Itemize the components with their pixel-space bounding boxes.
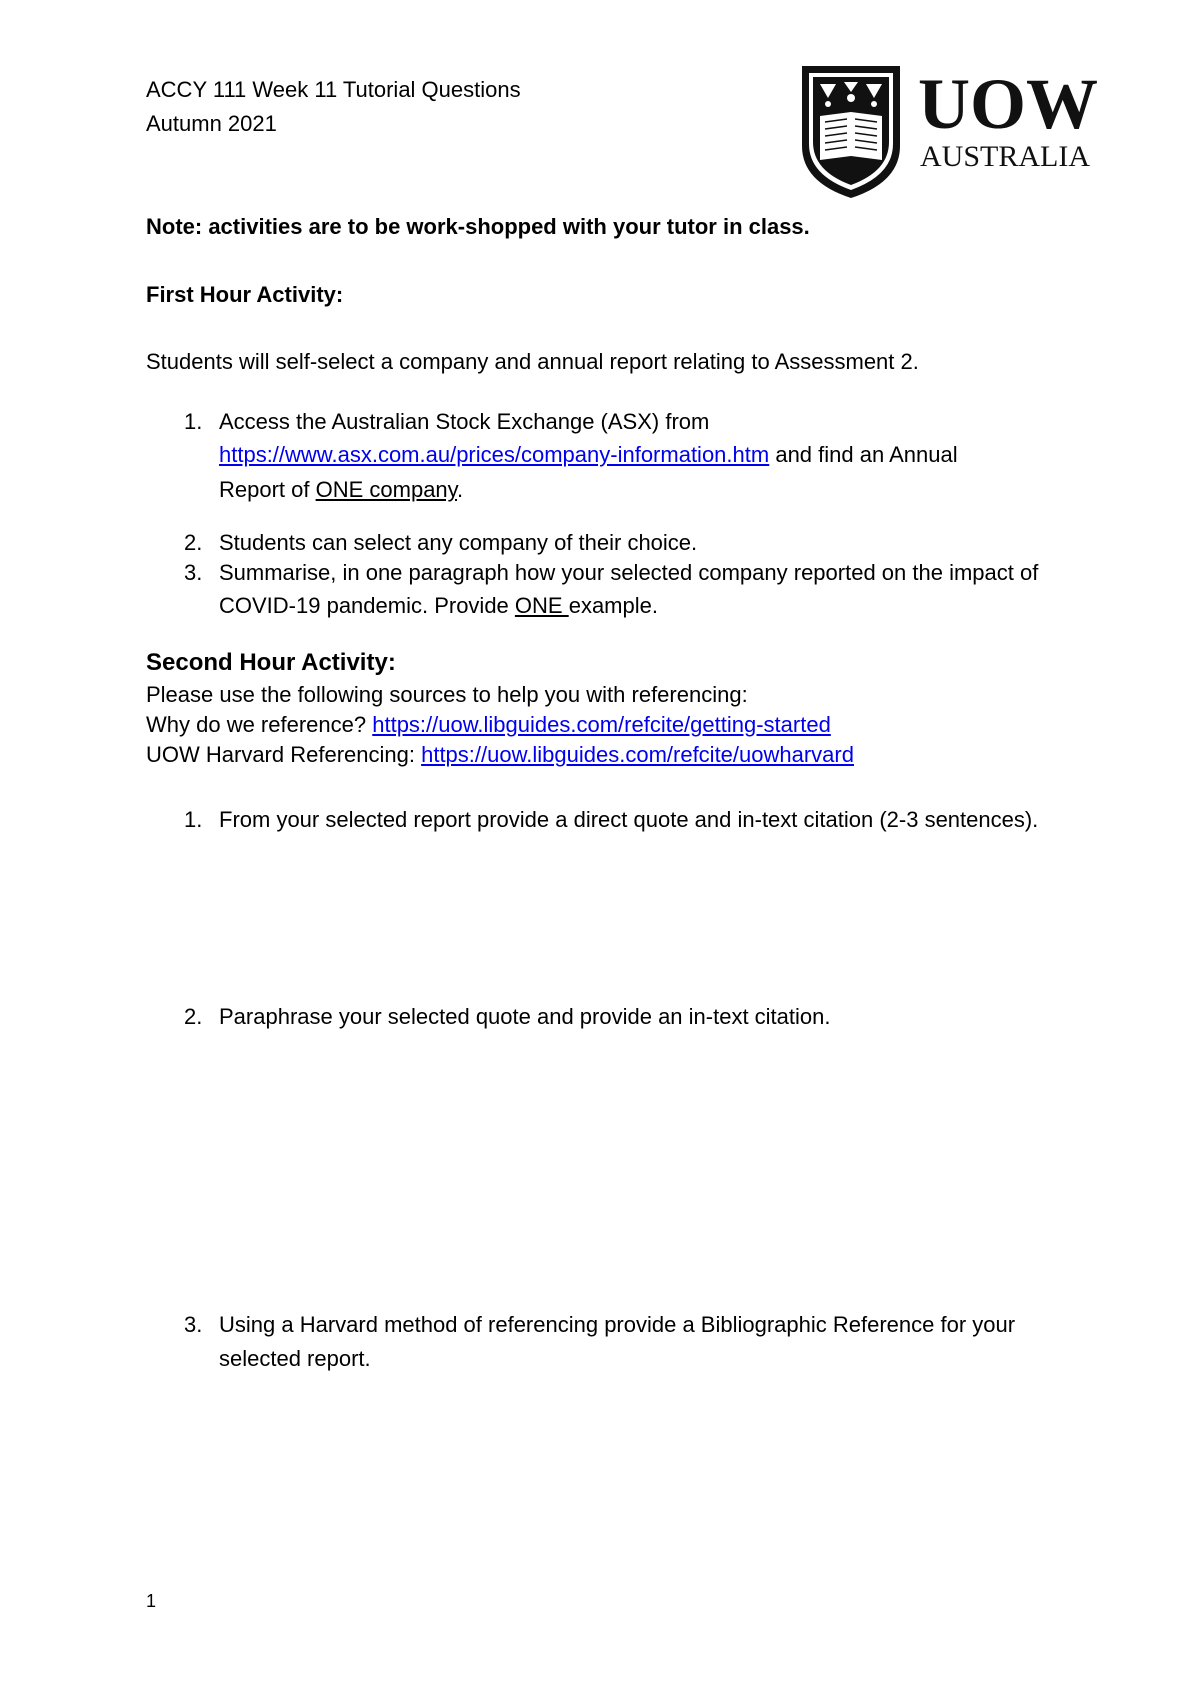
- summarise-line1: Summarise, in one paragraph how your selected company reported on the impact of: [219, 560, 1039, 585]
- note-text: Note: activities are to be work-shopped with your tutor in class.: [146, 214, 810, 239]
- select-company-text: Students can select any company of their choice.: [219, 530, 698, 555]
- one-emphasis: ONE: [514, 593, 569, 618]
- first-hour-intro: Students will self-select a company and annual report relating to Assessment 2.: [146, 349, 919, 374]
- why-reference-line: [146, 711, 831, 739]
- asx-instruction-line2: [219, 441, 958, 469]
- course-title: ACCY 111 Week 11 Tutorial Questions: [146, 77, 521, 102]
- summarise-line2: [219, 592, 658, 620]
- list-item-number: 2.: [184, 530, 203, 555]
- list-item-number: 3.: [184, 1312, 203, 1337]
- uow-crest-icon: [800, 64, 1120, 200]
- asx-instruction-line3: [219, 476, 463, 504]
- uowharvard-link[interactable]: https://uow.libguides.com/refcite/uowharvard: [421, 742, 854, 767]
- session-label: Autumn 2021: [146, 111, 277, 136]
- why-reference-label: Why do we reference?: [146, 712, 373, 737]
- period-text: .: [457, 477, 464, 502]
- list-item-number: 1.: [184, 807, 203, 832]
- page-number: 1: [146, 1591, 157, 1611]
- question-2-text: Paraphrase your selected quote and provide an in-text citation.: [219, 1004, 831, 1029]
- uow-logo: [800, 64, 1120, 200]
- asx-link[interactable]: https://www.asx.com.au/prices/company-information.htm: [219, 442, 770, 467]
- svg-text:UOW: UOW: [918, 64, 1098, 144]
- report-of-text: Report of: [219, 477, 316, 502]
- harvard-label: UOW Harvard Referencing:: [146, 742, 422, 767]
- question-3-line1: Using a Harvard method of referencing provide a Bibliographic Reference for your: [219, 1312, 1016, 1337]
- list-item-number: 1.: [184, 409, 203, 434]
- list-item-number: 2.: [184, 1004, 203, 1029]
- asx-instruction-suffix: and find an Annual: [769, 442, 958, 467]
- sources-intro: Please use the following sources to help you with referencing:: [146, 682, 748, 707]
- covid-text: COVID-19 pandemic. Provide: [219, 593, 515, 618]
- asx-instruction-line1: Access the Australian Stock Exchange (ASX) from: [219, 409, 710, 434]
- second-hour-heading: Second Hour Activity:: [146, 649, 396, 676]
- list-item-number: 3.: [184, 560, 203, 585]
- harvard-line: [146, 741, 854, 769]
- example-text: example.: [568, 593, 658, 618]
- svg-text:AUSTRALIA: AUSTRALIA: [920, 140, 1090, 173]
- getting-started-link[interactable]: https://uow.libguides.com/refcite/getting-started: [372, 712, 831, 737]
- question-3-line2: selected report.: [219, 1346, 371, 1371]
- one-company-emphasis: ONE company: [315, 477, 458, 502]
- first-hour-heading: First Hour Activity:: [146, 282, 344, 307]
- question-1-text: From your selected report provide a direct quote and in-text citation (2-3 sentences).: [219, 807, 1039, 832]
